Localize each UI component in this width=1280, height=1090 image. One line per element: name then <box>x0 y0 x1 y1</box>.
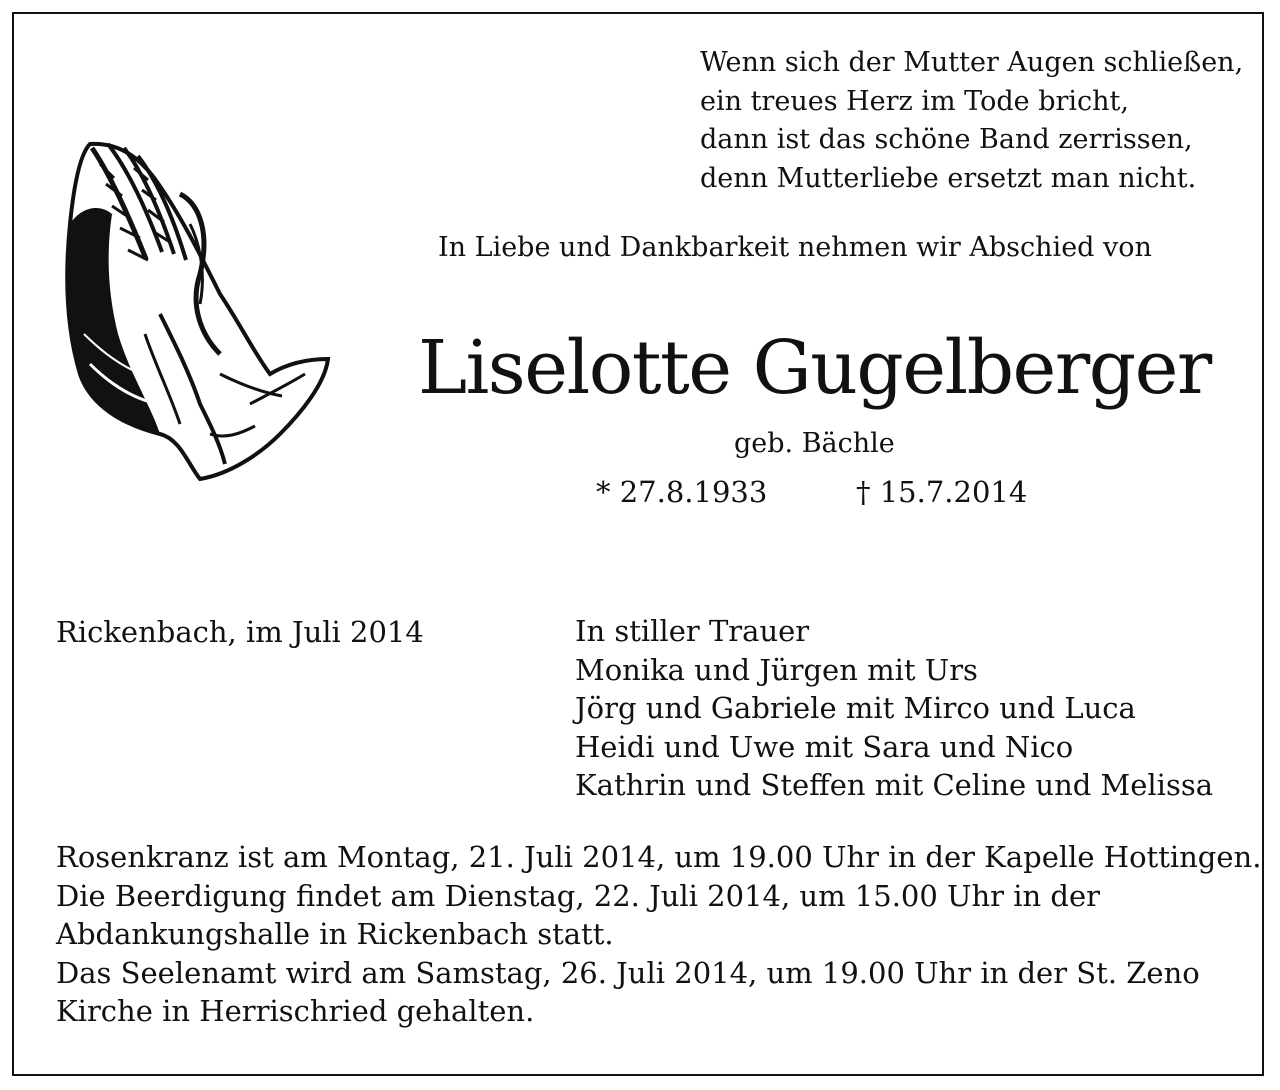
poem-line: denn Mutterliebe ersetzt man nicht. <box>700 162 1197 194</box>
intro-text: In Liebe und Dankbarkeit nehmen wir Abschied von <box>438 232 1152 263</box>
poem-line: ein treues Herz im Tode bricht, <box>700 85 1129 117</box>
service-line: Kirche in Herrischried gehalten. <box>56 994 535 1028</box>
service-line: Rosenkranz ist am Montag, 21. Juli 2014, um 19.00 Uhr in der Kapelle Hottingen. <box>56 840 1262 874</box>
praying-hands-icon <box>50 134 332 484</box>
mourners-list <box>575 612 1213 805</box>
mourner-line: Jörg und Gabriele mit Mirco und Luca <box>575 691 1136 725</box>
mourner-line: Heidi und Uwe mit Sara und Nico <box>575 729 1074 764</box>
service-details <box>56 838 1262 1031</box>
place-date: Rickenbach, im Juli 2014 <box>56 615 424 649</box>
deceased-name: Liselotte Gugelberger <box>418 325 1211 411</box>
birth-date: * 27.8.1933 <box>596 475 768 509</box>
poem <box>700 44 1243 198</box>
mourner-line: Monika und Jürgen mit Urs <box>575 652 978 687</box>
death-date: † 15.7.2014 <box>856 475 1028 509</box>
service-line: Die Beerdigung findet am Dienstag, 22. Juli 2014, um 15.00 Uhr in der <box>56 878 1100 913</box>
service-line: Das Seelenamt wird am Samstag, 26. Juli 2014, um 19.00 Uhr in der St. Zeno <box>56 955 1200 990</box>
mourners-heading: In stiller Trauer <box>575 614 810 648</box>
poem-line: dann ist das schöne Band zerrissen, <box>700 124 1193 155</box>
mourner-line: Kathrin und Steffen mit Celine und Melissa <box>575 768 1213 802</box>
maiden-name: geb. Bächle <box>734 428 895 459</box>
poem-line: Wenn sich der Mutter Augen schließen, <box>700 47 1244 78</box>
service-line: Abdankungshalle in Rickenbach statt. <box>56 917 614 951</box>
